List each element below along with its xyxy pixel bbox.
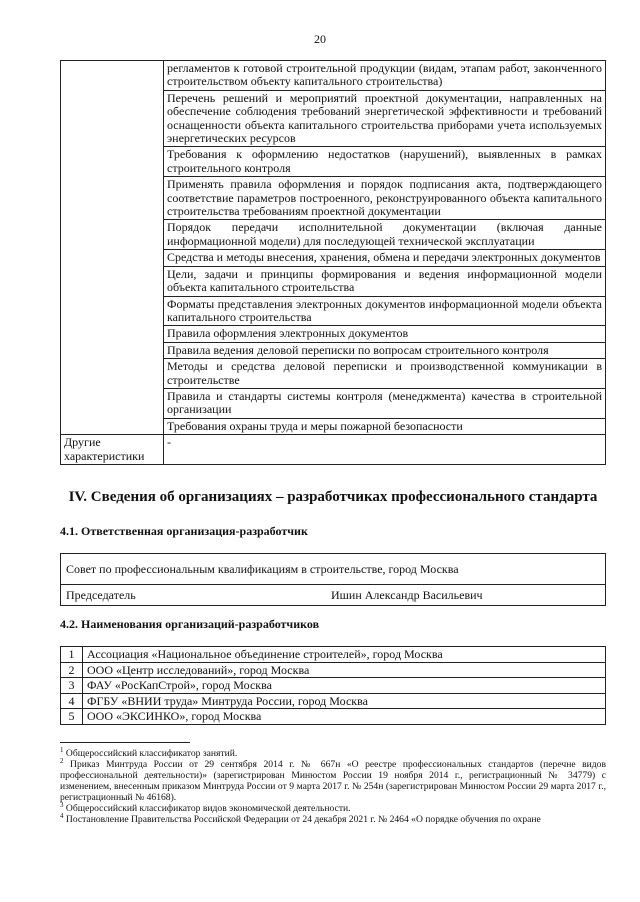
table-row: [61, 678, 606, 694]
knowledge-item: Средства и методы внесения, хранения, обмена и передачи электронных документов: [164, 250, 606, 266]
knowledge-item: Правила и стандарты системы контроля (менеджмента) качества в строительной организации: [164, 388, 606, 418]
footnote-mark: 3: [60, 800, 64, 809]
table-row: [61, 709, 606, 725]
table-row: [61, 647, 606, 663]
knowledge-item: Порядок передачи исполнительной документации (включая данные информационной модели) для последующей технической эксплуатации: [164, 220, 606, 250]
footnote-mark: 4: [60, 811, 64, 820]
footnotes: [60, 745, 606, 825]
page-number: 20: [314, 32, 326, 46]
chair-name: Ишин Александр Васильевич: [331, 587, 483, 602]
footnote-mark: 1: [60, 745, 64, 754]
table-row: [61, 61, 606, 91]
knowledge-item: Правила ведения деловой переписки по вопросам строительного контроля: [164, 342, 606, 358]
developer-number: 2: [61, 662, 83, 678]
footnote: [60, 756, 606, 803]
knowledge-item: Цели, задачи и принципы формирования и ведения информационной модели объекта капитального строительства: [164, 266, 606, 296]
developers-table: [60, 646, 606, 725]
footnote-mark: 2: [60, 756, 64, 765]
chair-row: [61, 585, 606, 606]
table-row: [61, 554, 606, 585]
table-row: [61, 662, 606, 678]
developer-name: Ассоциация «Национальное объединение строителей», город Москва: [83, 647, 606, 663]
table-row: [61, 585, 606, 606]
other-characteristics-label: Другие характеристики: [61, 435, 164, 465]
footnote-text: Постановление Правительства Российской Федерации от 24 декабря 2021 г. № 2464 «О порядке обучения по охране: [63, 814, 541, 825]
footnote-text: Общероссийский классификатор видов экономической деятельности.: [63, 803, 351, 814]
other-characteristics-value: -: [164, 435, 606, 465]
developer-name: ООО «ЭКСИНКО», город Москва: [83, 709, 606, 725]
responsible-org-table: [60, 553, 606, 606]
responsible-org-name: Совет по профессиональным квалификациям в строительстве, город Москва: [61, 554, 606, 585]
developer-number: 5: [61, 709, 83, 725]
developer-name: ФГБУ «ВНИИ труда» Минтруда России, город Москва: [83, 693, 606, 709]
developer-number: 4: [61, 693, 83, 709]
table-row: [61, 435, 606, 465]
developers-heading: 4.2. Наименования организаций-разработчиков: [60, 617, 320, 631]
requirements-label-cell: [61, 61, 164, 435]
knowledge-item: Требования к оформлению недостатков (нарушений), выявленных в рамках строительного контроля: [164, 147, 606, 177]
knowledge-item: Методы и средства деловой переписки и производственной коммуникации в строительстве: [164, 359, 606, 389]
footnote: [60, 800, 606, 814]
knowledge-item: Форматы представления электронных документов информационной модели объекта капитального строительства: [164, 296, 606, 326]
responsible-org-heading: 4.1. Ответственная организация-разработчик: [60, 524, 308, 538]
footnote: [60, 811, 606, 825]
developer-number: 3: [61, 678, 83, 694]
knowledge-item: регламентов к готовой строительной продукции (видам, этапам работ, законченного строительством объекту капитального строительства): [164, 61, 606, 91]
chair-label: Председатель: [66, 587, 136, 602]
footnote-text: Приказ Минтруда России от 29 сентября 2014 г. № 667н «О реестре профессиональных стандартов (перечне видов профессиональной деятельности)» (зарегистрирован Минюстом России 19 ноября 2014 г., регистрационный № 34779) с изменением, внесенным приказом Минтруда России от 9 марта 2017 г. № 254н (зарегистрирован Минюстом России 29 марта 2017 г., регистрационный № 46168).: [60, 759, 606, 803]
developer-number: 1: [61, 647, 83, 663]
developer-name: ФАУ «РосКапСтрой», город Москва: [83, 678, 606, 694]
table-row: [61, 693, 606, 709]
footnote: [60, 745, 606, 759]
knowledge-item: Правила оформления электронных документов: [164, 326, 606, 342]
requirements-table: [60, 60, 606, 465]
knowledge-item: Требования охраны труда и меры пожарной безопасности: [164, 418, 606, 434]
section-title: IV. Сведения об организациях – разработчиках профессионального стандарта: [68, 489, 598, 505]
developer-name: ООО «Центр исследований», город Москва: [83, 662, 606, 678]
footnote-divider: [60, 742, 190, 743]
knowledge-item: Применять правила оформления и порядок подписания акта, подтверждающего соответствие параметров построенного, реконструированного объекта капитального строительства требованиям проектной документации: [164, 177, 606, 220]
footnote-text: Общероссийский классификатор занятий.: [63, 748, 238, 759]
knowledge-item: Перечень решений и мероприятий проектной документации, направленных на обеспечение соблюдения требований энергетической эффективности и требований оснащенности объекта капитального строительства приборами учета используемых энергетических ресурсов: [164, 90, 606, 147]
